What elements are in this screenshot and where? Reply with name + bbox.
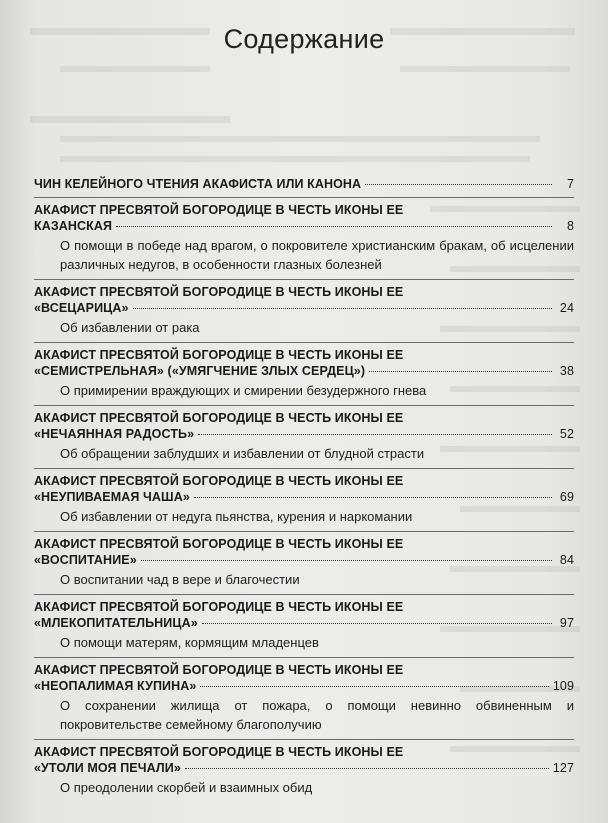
entry-divider	[34, 342, 574, 343]
dot-leader	[202, 623, 552, 624]
toc-entry[interactable]	[34, 284, 574, 337]
toc-entry-heading	[34, 599, 574, 631]
toc-entry-heading	[34, 284, 574, 316]
toc-heading-text: «ВОСПИТАНИЕ»	[34, 553, 137, 567]
dot-leader	[185, 768, 549, 769]
toc-heading-line	[34, 599, 574, 615]
page-number: 24	[559, 301, 574, 315]
toc-heading-line	[34, 744, 574, 760]
toc-heading-line	[34, 473, 574, 489]
entry-divider	[34, 531, 574, 532]
entry-divider	[34, 197, 574, 198]
toc-heading-text: АКАФИСТ ПРЕСВЯТОЙ БОГОРОДИЦЕ В ЧЕСТЬ ИКОНЫ ЕЕ	[34, 474, 404, 488]
toc-heading-text: АКАФИСТ ПРЕСВЯТОЙ БОГОРОДИЦЕ В ЧЕСТЬ ИКОНЫ ЕЕ	[34, 537, 404, 551]
toc-heading-text: «НЕУПИВАЕМАЯ ЧАША»	[34, 490, 190, 504]
toc-entry-description: Об избавлении от рака	[60, 320, 200, 335]
toc-entry-heading	[34, 410, 574, 442]
toc-entry-heading	[34, 536, 574, 568]
toc-heading-text: АКАФИСТ ПРЕСВЯТОЙ БОГОРОДИЦЕ В ЧЕСТЬ ИКОНЫ ЕЕ	[34, 348, 404, 362]
entry-divider	[34, 594, 574, 595]
dot-leader	[194, 497, 552, 498]
toc-heading-line	[34, 678, 574, 694]
toc-heading-line	[34, 363, 574, 379]
dot-leader	[141, 560, 552, 561]
toc-heading-line	[34, 218, 574, 234]
table-of-contents	[34, 176, 574, 797]
page-number: 97	[559, 616, 574, 630]
toc-heading-text: «УТОЛИ МОЯ ПЕЧАЛИ»	[34, 761, 181, 775]
toc-entry-heading	[34, 473, 574, 505]
toc-entry-description: О помощи матерям, кормящим младенцев	[60, 635, 319, 650]
toc-entry[interactable]	[34, 744, 574, 797]
toc-heading-line	[34, 347, 574, 363]
toc-heading-line	[34, 489, 574, 505]
entry-divider	[34, 468, 574, 469]
page-number: 38	[559, 364, 574, 378]
toc-heading-text: ЧИН КЕЛЕЙНОГО ЧТЕНИЯ АКАФИСТА ИЛИ КАНОНА	[34, 177, 362, 191]
toc-heading-text: АКАФИСТ ПРЕСВЯТОЙ БОГОРОДИЦЕ В ЧЕСТЬ ИКОНЫ ЕЕ	[34, 411, 404, 425]
toc-heading-text: «МЛЕКОПИТАТЕЛЬНИЦА»	[34, 616, 198, 630]
toc-entry[interactable]	[34, 536, 574, 589]
toc-heading-text: «СЕМИСТРЕЛЬНАЯ» («УМЯГЧЕНИЕ ЗЛЫХ СЕРДЕЦ»)	[34, 364, 366, 378]
dot-leader	[198, 434, 552, 435]
toc-entry-heading	[34, 662, 574, 694]
page-number: 84	[559, 553, 574, 567]
toc-entry-description: О преодолении скорбей и взаимных обид	[60, 780, 313, 795]
page-title: Содержание	[223, 24, 385, 54]
toc-entry[interactable]	[34, 599, 574, 652]
toc-entry[interactable]	[34, 473, 574, 526]
page-number: 8	[566, 219, 574, 233]
toc-heading-text: «НЕОПАЛИМАЯ КУПИНА»	[34, 679, 197, 693]
toc-heading-line	[34, 426, 574, 442]
toc-entry[interactable]	[34, 202, 574, 274]
dot-leader	[133, 308, 552, 309]
toc-entry-description: Об избавлении от недуга пьянства, курения и наркомании	[60, 509, 413, 524]
dot-leader	[116, 226, 552, 227]
page-number: 69	[559, 490, 574, 504]
toc-entry-description: О воспитании чад в вере и благочестии	[60, 572, 300, 587]
toc-heading-line	[34, 410, 574, 426]
entry-divider	[34, 739, 574, 740]
toc-heading-line	[34, 284, 574, 300]
page-number: 52	[559, 427, 574, 441]
page-number: 7	[566, 177, 574, 191]
toc-heading-line	[34, 202, 574, 218]
dot-leader	[200, 686, 548, 687]
toc-heading-line	[34, 536, 574, 552]
toc-heading-text: АКАФИСТ ПРЕСВЯТОЙ БОГОРОДИЦЕ В ЧЕСТЬ ИКОНЫ ЕЕ	[34, 203, 404, 217]
toc-heading-text: АКАФИСТ ПРЕСВЯТОЙ БОГОРОДИЦЕ В ЧЕСТЬ ИКОНЫ ЕЕ	[34, 745, 404, 759]
toc-heading-line	[34, 176, 574, 192]
toc-heading-line	[34, 662, 574, 678]
toc-heading-line	[34, 615, 574, 631]
page-number: 127	[552, 761, 574, 775]
toc-entry-description: Об обращении заблудших и избавлении от блудной страсти	[60, 446, 425, 461]
toc-heading-line	[34, 760, 574, 776]
toc-heading-line	[34, 300, 574, 316]
entry-divider	[34, 405, 574, 406]
toc-entry-heading	[34, 744, 574, 776]
dot-leader	[369, 371, 552, 372]
toc-heading-text: КАЗАНСКАЯ	[34, 219, 113, 233]
dot-leader	[365, 184, 552, 185]
toc-heading-text: «ВСЕЦАРИЦА»	[34, 301, 129, 315]
toc-entry-heading	[34, 202, 574, 234]
toc-heading-text: АКАФИСТ ПРЕСВЯТОЙ БОГОРОДИЦЕ В ЧЕСТЬ ИКОНЫ ЕЕ	[34, 663, 404, 677]
toc-heading-text: АКАФИСТ ПРЕСВЯТОЙ БОГОРОДИЦЕ В ЧЕСТЬ ИКОНЫ ЕЕ	[34, 285, 404, 299]
toc-entry-description: О сохранении жилища от пожара, о помощи невинно обвиненным и покровительстве семейному благополучию	[60, 698, 574, 732]
toc-heading-line	[34, 552, 574, 568]
toc-entry-description: О помощи в победе над врагом, о покровителе христианским бракам, об исцелении различных недугов, в особенности глазных болезней	[60, 238, 574, 272]
toc-heading-text: «НЕЧАЯННАЯ РАДОСТЬ»	[34, 427, 195, 441]
entry-divider	[34, 657, 574, 658]
page-number: 109	[552, 679, 574, 693]
entry-divider	[34, 279, 574, 280]
toc-entry-heading	[34, 176, 574, 192]
toc-entry[interactable]	[34, 347, 574, 400]
toc-entry-description: О примирении враждующих и смирении безудержного гнева	[60, 383, 427, 398]
toc-entry[interactable]	[34, 662, 574, 734]
toc-entry[interactable]	[34, 410, 574, 463]
toc-heading-text: АКАФИСТ ПРЕСВЯТОЙ БОГОРОДИЦЕ В ЧЕСТЬ ИКОНЫ ЕЕ	[34, 600, 404, 614]
toc-entry-heading	[34, 347, 574, 379]
toc-entry[interactable]	[34, 176, 574, 192]
